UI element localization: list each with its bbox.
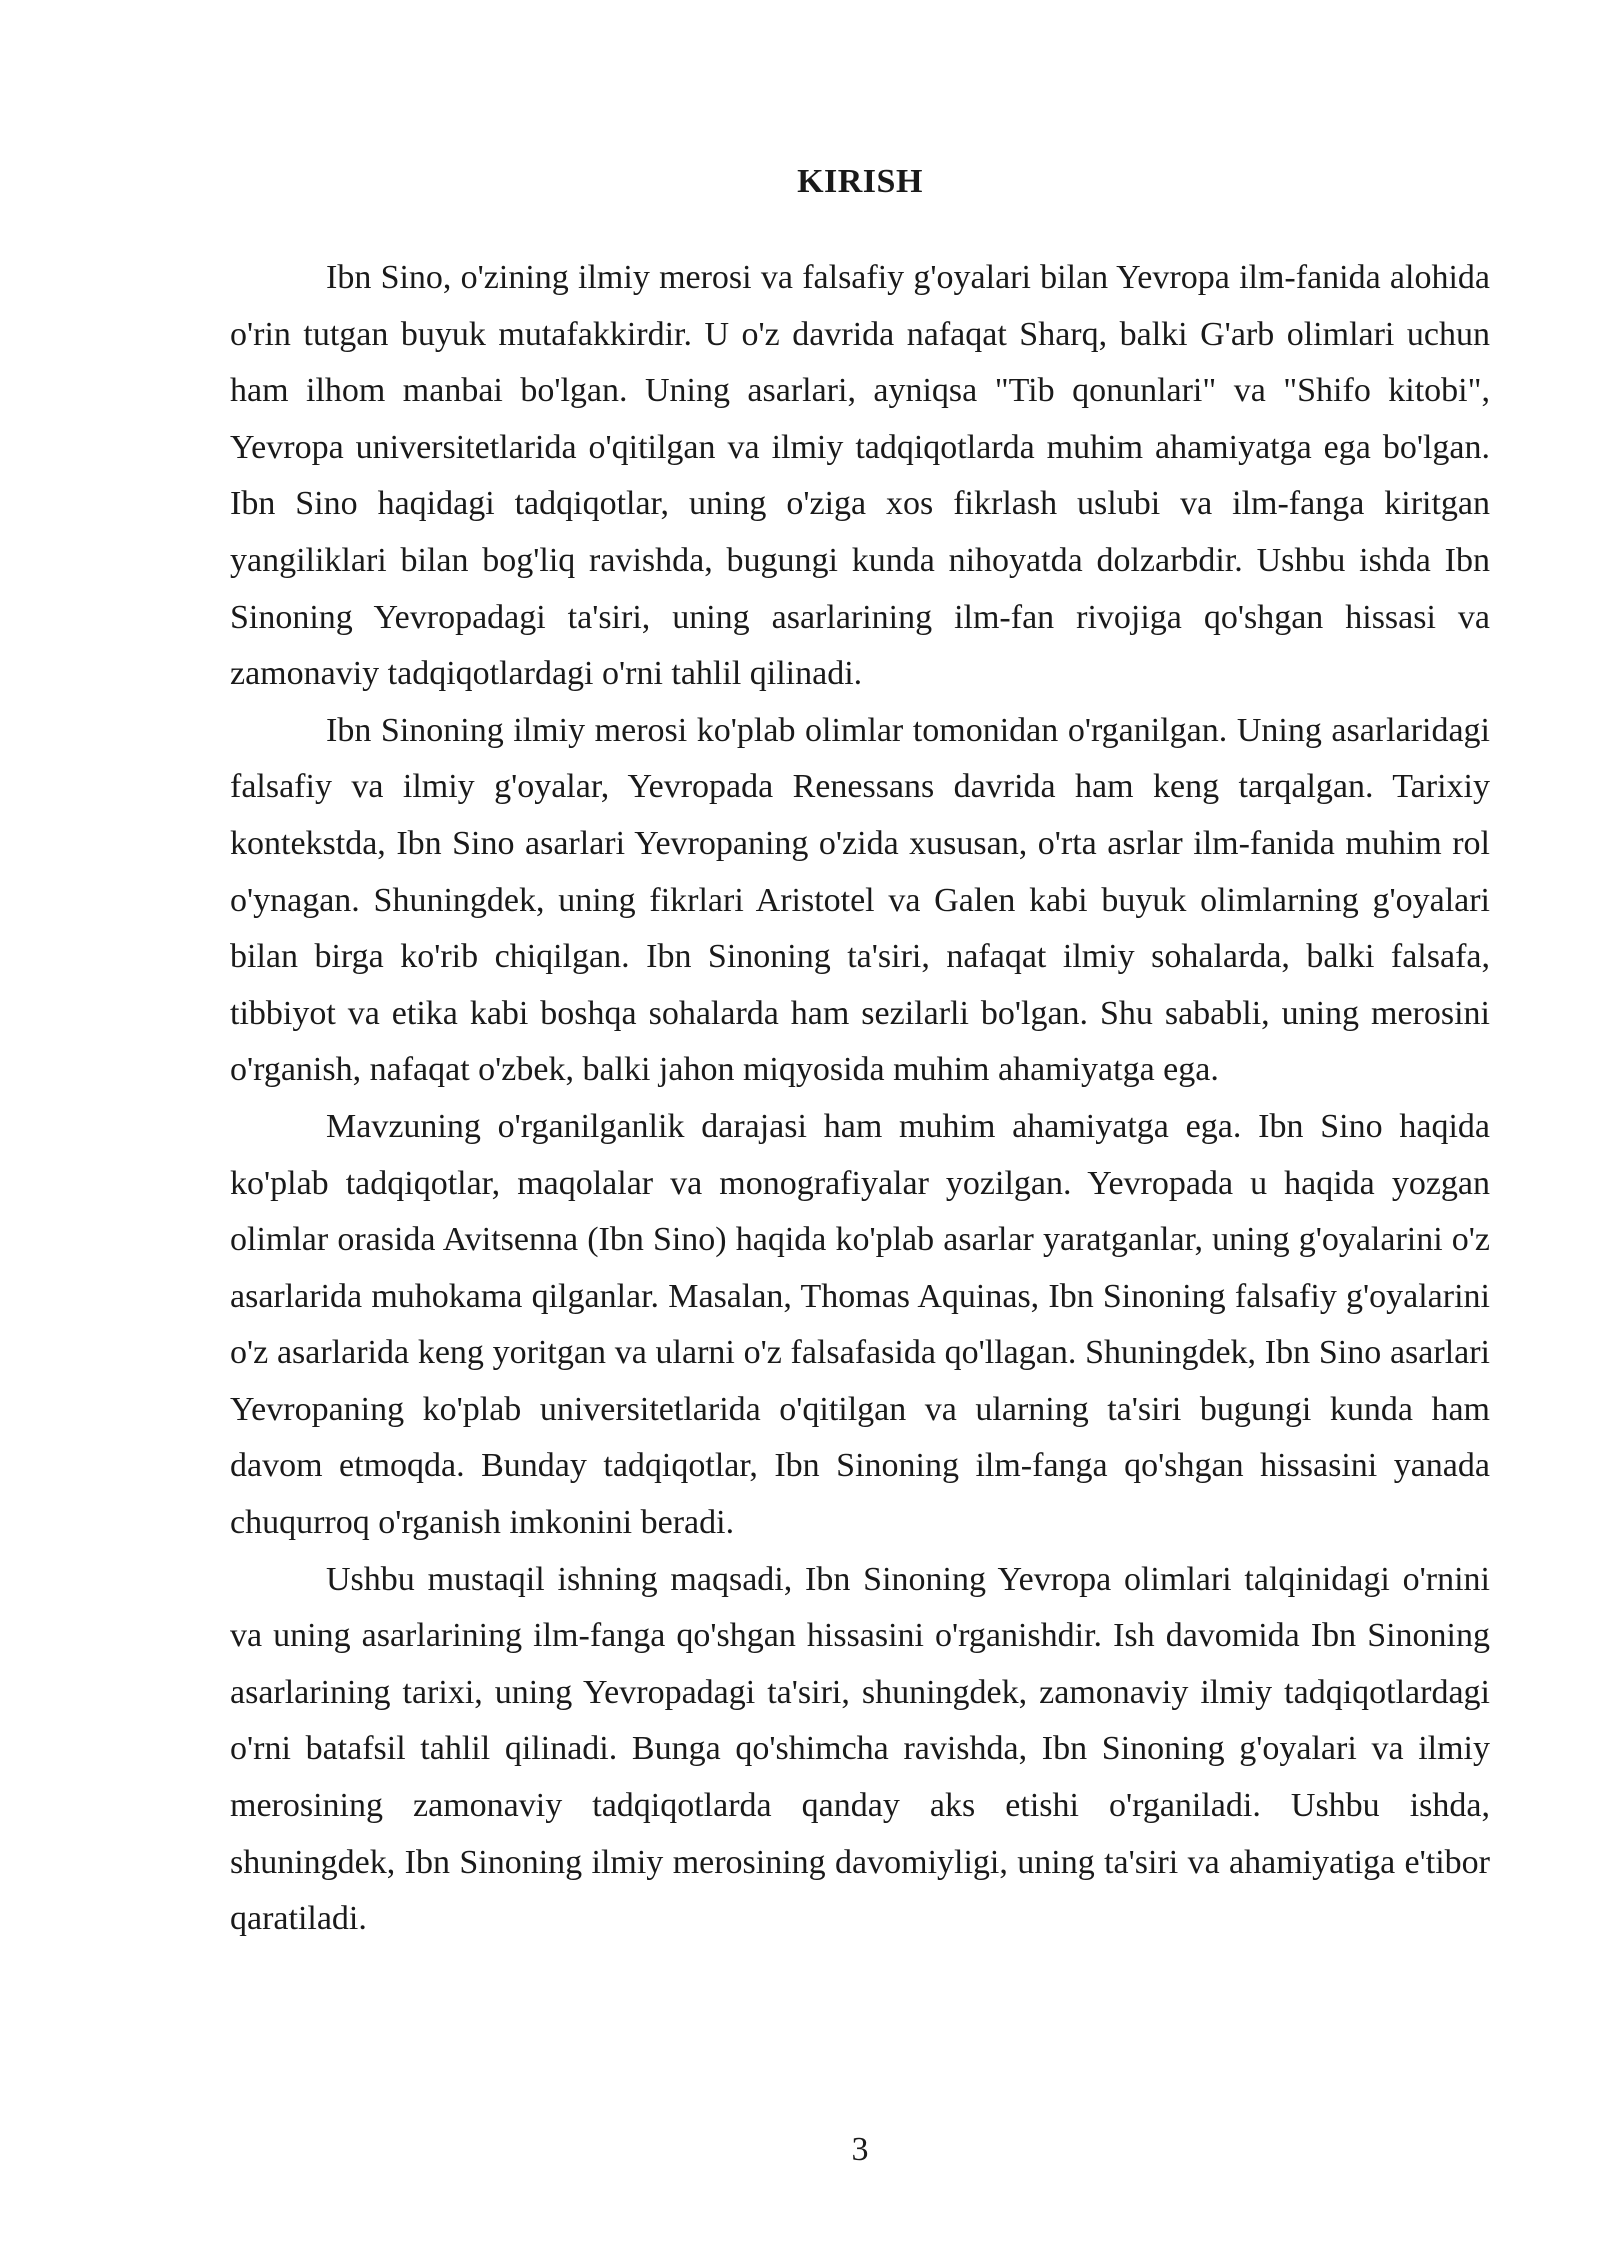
paragraph-3: Mavzuning o'rganilganlik darajasi ham muhim ahamiyatga ega. Ibn Sino haqida ko'plab tadqiqotlar, maqolalar va monografiyalar yozilgan. Yevropada u haqida yozgan olimlar orasida Avitsenna (Ibn Sino) haqida ko'plab asarlar yaratganlar, uning g'oyalarini o'z asarlarida muhokama qilganlar. Masalan, Thomas Aquinas, Ibn Sinoning falsafiy g'oyalarini o'z asarlarida keng yoritgan va ularni o'z falsafasida qo'llagan. Shuningdek, Ibn Sino asarlari Yevropaning ko'plab universitetlarida o'qitilgan va ularning ta'siri bugungi kunda ham davom etmoqda. Bunday tadqiqotlar, Ibn Sinoning ilm-fanga qo'shgan hissasini yanada chuqurroq o'rganish imkonini beradi. bbox=[230, 1107, 1490, 1542]
paragraph-2: Ibn Sinoning ilmiy merosi ko'plab olimlar tomonidan o'rganilgan. Uning asarlaridagi falsafiy va ilmiy g'oyalar, Yevropada Renessans davrida ham keng tarqalgan. Tarixiy kontekstda, Ibn Sino asarlari Yevropaning o'zida xususan, o'rta asrlar ilm-fanida muhim rol o'ynagan. Shuningdek, uning fikrlari Aristotel va Galen kabi buyuk olimlarning g'oyalari bilan birga ko'rib chiqilgan. Ibn Sinoning ta'siri, nafaqat ilmiy sohalarda, balki falsafa, tibbiyot va etika kabi boshqa sohalarda ham sezilarli bo'lgan. Shu sababli, uning merosini o'rganish, nafaqat o'zbek, balki jahon miqyosida muhim ahamiyatga ega. bbox=[230, 711, 1490, 1089]
page-number: 3 bbox=[851, 2131, 869, 2168]
paragraph-1: Ibn Sino, o'zining ilmiy merosi va falsafiy g'oyalari bilan Yevropa ilm-fanida alohida o'rin tutgan buyuk mutafakkirdir. U o'z davrida nafaqat Sharq, balki G'arb olimlari uchun ham ilhom manbai bo'lgan. Uning asarlari, ayniqsa "Tib qonunlari" va "Shifo kitobi", Yevropa universitetlarida o'qitilgan va ilmiy tadqiqotlarda muhim ahamiyatga ega bo'lgan. Ibn Sino haqidagi tadqiqotlar, uning o'ziga xos fikrlash uslubi va ilm-fanga kiritgan yangiliklari bilan bog'liq ravishda, bugungi kunda nihoyatda dolzarbdir. Ushbu ishda Ibn Sinoning Yevropadagi ta'siri, uning asarlarining ilm-fan rivojiga qo'shgan hissasi va zamonaviy tadqiqotlardagi o'rni tahlil qilinadi. bbox=[230, 259, 1490, 693]
paragraph-4: Ushbu mustaqil ishning maqsadi, Ibn Sinoning Yevropa olimlari talqinidagi o'rnini va uning asarlarining ilm-fanga qo'shgan hissasini o'rganishdir. Ish davomida Ibn Sinoning asarlarining tarixi, uning Yevropadagi ta'siri, shuningdek, zamonaviy ilmiy tadqiqotlardagi o'rni batafsil tahlil qilinadi. Bunga qo'shimcha ravishda, Ibn Sinoning g'oyalari va ilmiy merosining zamonaviy tadqiqotlarda qanday aks etishi o'rganiladi. Ushbu ishda, shuningdek, Ibn Sinoning ilmiy merosining davomiyligi, uning ta'siri va ahamiyatiga e'tibor qaratiladi. bbox=[230, 1560, 1490, 1938]
body-text bbox=[230, 250, 1490, 1948]
section-title: KIRISH bbox=[797, 163, 923, 200]
